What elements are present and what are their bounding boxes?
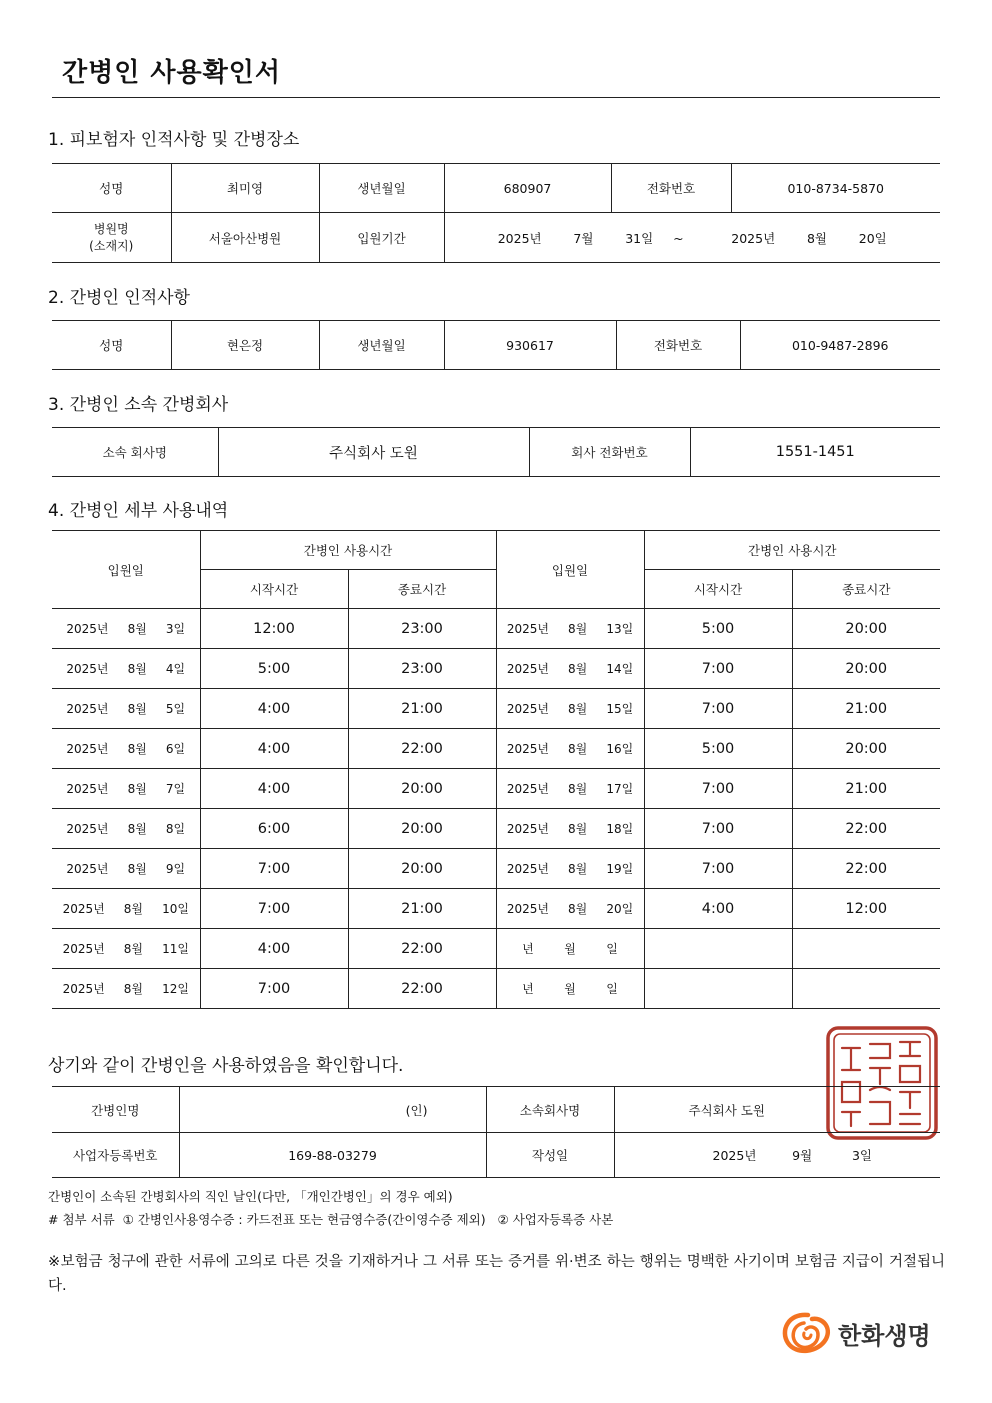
usage-right-date: 년 월 일 — [496, 929, 644, 969]
usage-left-date: 2025년 8월 12일 — [52, 969, 200, 1009]
usage-right-date: 2025년 8월 18일 — [496, 809, 644, 849]
caregiver-signature-label: 간병인명 — [52, 1087, 179, 1133]
company-phone-label: 회사 전화번호 — [529, 428, 690, 477]
usage-right-end: 12:00 — [792, 889, 940, 929]
section1-heading: 1. 피보험자 인적사항 및 간병장소 — [48, 130, 300, 150]
usage-right-date: 2025년 8월 13일 — [496, 609, 644, 649]
usage-left-end: 21:00 — [348, 889, 496, 929]
insured-phone: 010-8734-5870 — [731, 164, 940, 213]
usage-left-date: 2025년 8월 7일 — [52, 769, 200, 809]
col-header-date-right: 입원일 — [496, 531, 644, 609]
insured-info-table — [52, 163, 940, 263]
col-header-start-right: 시작시간 — [644, 570, 792, 609]
admission-period — [444, 213, 940, 263]
col-header-start-left: 시작시간 — [200, 570, 348, 609]
usage-right-end: 21:00 — [792, 689, 940, 729]
caregiver-name: 현은정 — [171, 321, 319, 370]
usage-row — [52, 689, 940, 729]
usage-left-end: 20:00 — [348, 769, 496, 809]
usage-left-start: 7:00 — [200, 849, 348, 889]
business-number-label: 사업자등록번호 — [52, 1133, 179, 1178]
caregiver-info-table — [52, 320, 940, 370]
usage-right-start: 7:00 — [644, 769, 792, 809]
section3-heading: 3. 간병인 소속 간병회사 — [48, 395, 229, 415]
caregiver-phone: 010-9487-2896 — [740, 321, 940, 370]
title-divider — [52, 97, 940, 98]
col-header-end-right: 종료시간 — [792, 570, 940, 609]
period-end: 2025년 8월 20일 — [731, 230, 887, 246]
usage-right-end: 22:00 — [792, 809, 940, 849]
signature-table — [52, 1086, 940, 1178]
usage-left-date: 2025년 8월 8일 — [52, 809, 200, 849]
usage-right-end: 20:00 — [792, 649, 940, 689]
company-phone: 1551-1451 — [690, 428, 940, 477]
usage-right-start: 5:00 — [644, 729, 792, 769]
insured-birth-label: 생년월일 — [319, 164, 444, 213]
insured-name-label: 성명 — [52, 164, 171, 213]
usage-right-date: 년 월 일 — [496, 969, 644, 1009]
usage-row — [52, 889, 940, 929]
brand-name: 한화생명 — [838, 1322, 931, 1350]
usage-left-start: 7:00 — [200, 889, 348, 929]
usage-left-date: 2025년 8월 9일 — [52, 849, 200, 889]
hospital-name: 서울아산병원 — [171, 213, 319, 263]
usage-left-start: 6:00 — [200, 809, 348, 849]
usage-left-end: 20:00 — [348, 849, 496, 889]
period-separator: ~ — [673, 230, 684, 246]
usage-left-date: 2025년 8월 11일 — [52, 929, 200, 969]
col-header-time-right: 간병인 사용시간 — [644, 531, 940, 570]
caregiver-signature-field — [179, 1087, 486, 1133]
usage-right-start: 7:00 — [644, 649, 792, 689]
usage-right-date: 2025년 8월 19일 — [496, 849, 644, 889]
document-title: 간병인 사용확인서 — [62, 58, 281, 88]
section2-heading: 2. 간병인 인적사항 — [48, 288, 190, 308]
col-header-time-left: 간병인 사용시간 — [200, 531, 496, 570]
usage-right-start — [644, 969, 792, 1009]
affiliated-company-label: 소속회사명 — [486, 1087, 614, 1133]
caregiver-birth-label: 생년월일 — [319, 321, 444, 370]
usage-left-date: 2025년 8월 5일 — [52, 689, 200, 729]
usage-left-start: 4:00 — [200, 729, 348, 769]
seal-note: 간병인이 소속된 간병회사의 직인 날인(다만, 「개인간병인」의 경우 예외) — [48, 1189, 453, 1204]
usage-row — [52, 849, 940, 889]
usage-left-end: 22:00 — [348, 969, 496, 1009]
section4-heading: 4. 간병인 세부 사용내역 — [48, 501, 229, 521]
fraud-warning: ※보험금 청구에 관한 서류에 고의로 다른 것을 기재하거나 그 서류 또는 증거를 위·변조 하는 행위는 명백한 사기이며 보험금 지급이 거절됩니다. — [48, 1254, 945, 1294]
usage-left-start: 7:00 — [200, 969, 348, 1009]
usage-left-date: 2025년 8월 4일 — [52, 649, 200, 689]
hospital-label-sub: (소재지) — [89, 238, 134, 253]
business-number: 169-88-03279 — [179, 1133, 486, 1178]
col-header-date-left: 입원일 — [52, 531, 200, 609]
usage-left-start: 4:00 — [200, 929, 348, 969]
usage-right-start: 7:00 — [644, 809, 792, 849]
company-name-label: 소속 회사명 — [52, 428, 218, 477]
caregiver-name-label: 성명 — [52, 321, 171, 370]
usage-row — [52, 809, 940, 849]
usage-left-end: 23:00 — [348, 649, 496, 689]
written-date: 2025년 9월 3일 — [614, 1133, 940, 1178]
attachment-note: # 첨부 서류 ① 간병인사용영수증 : 카드전표 또는 현금영수증(간이영수증 제외) ② 사업자등록증 사본 — [48, 1212, 614, 1227]
usage-left-date: 2025년 8월 3일 — [52, 609, 200, 649]
usage-left-end: 21:00 — [348, 689, 496, 729]
usage-left-end: 22:00 — [348, 729, 496, 769]
usage-right-end — [792, 969, 940, 1009]
usage-right-end: 20:00 — [792, 609, 940, 649]
usage-left-start: 4:00 — [200, 769, 348, 809]
company-info-table — [52, 427, 940, 477]
written-date-label: 작성일 — [486, 1133, 614, 1178]
usage-row — [52, 609, 940, 649]
company-name: 주식회사 도원 — [218, 428, 529, 477]
hanwha-logo-icon — [778, 1309, 834, 1357]
usage-right-end — [792, 929, 940, 969]
usage-row — [52, 969, 940, 1009]
usage-left-start: 5:00 — [200, 649, 348, 689]
period-label: 입원기간 — [319, 213, 444, 263]
caregiver-birth: 930617 — [444, 321, 616, 370]
hospital-label — [52, 213, 171, 263]
usage-right-start: 5:00 — [644, 609, 792, 649]
usage-row — [52, 929, 940, 969]
caregiver-phone-label: 전화번호 — [616, 321, 740, 370]
usage-right-start: 7:00 — [644, 689, 792, 729]
usage-right-start: 4:00 — [644, 889, 792, 929]
usage-left-end: 22:00 — [348, 929, 496, 969]
usage-right-start: 7:00 — [644, 849, 792, 889]
usage-left-end: 23:00 — [348, 609, 496, 649]
usage-right-start — [644, 929, 792, 969]
usage-right-date: 2025년 8월 17일 — [496, 769, 644, 809]
usage-right-end: 21:00 — [792, 769, 940, 809]
insured-name: 최미영 — [171, 164, 319, 213]
usage-row — [52, 649, 940, 689]
usage-left-end: 20:00 — [348, 809, 496, 849]
usage-right-end: 22:00 — [792, 849, 940, 889]
usage-right-date: 2025년 8월 20일 — [496, 889, 644, 929]
period-start: 2025년 7월 31일 — [497, 230, 654, 246]
hospital-label-main: 병원명 — [93, 221, 129, 236]
seal-mark: (인) — [405, 1102, 428, 1118]
usage-left-date: 2025년 8월 6일 — [52, 729, 200, 769]
usage-right-end: 20:00 — [792, 729, 940, 769]
usage-left-date: 2025년 8월 10일 — [52, 889, 200, 929]
usage-right-date: 2025년 8월 14일 — [496, 649, 644, 689]
insured-phone-label: 전화번호 — [611, 164, 731, 213]
usage-detail-table — [52, 530, 940, 1009]
usage-right-date: 2025년 8월 15일 — [496, 689, 644, 729]
usage-row — [52, 769, 940, 809]
usage-left-start: 12:00 — [200, 609, 348, 649]
confirmation-statement: 상기와 같이 간병인을 사용하였음을 확인합니다. — [48, 1056, 404, 1076]
affiliated-company: 주식회사 도원 — [614, 1087, 940, 1133]
usage-left-start: 4:00 — [200, 689, 348, 729]
usage-right-date: 2025년 8월 16일 — [496, 729, 644, 769]
col-header-end-left: 종료시간 — [348, 570, 496, 609]
insured-birth: 680907 — [444, 164, 611, 213]
usage-row — [52, 729, 940, 769]
